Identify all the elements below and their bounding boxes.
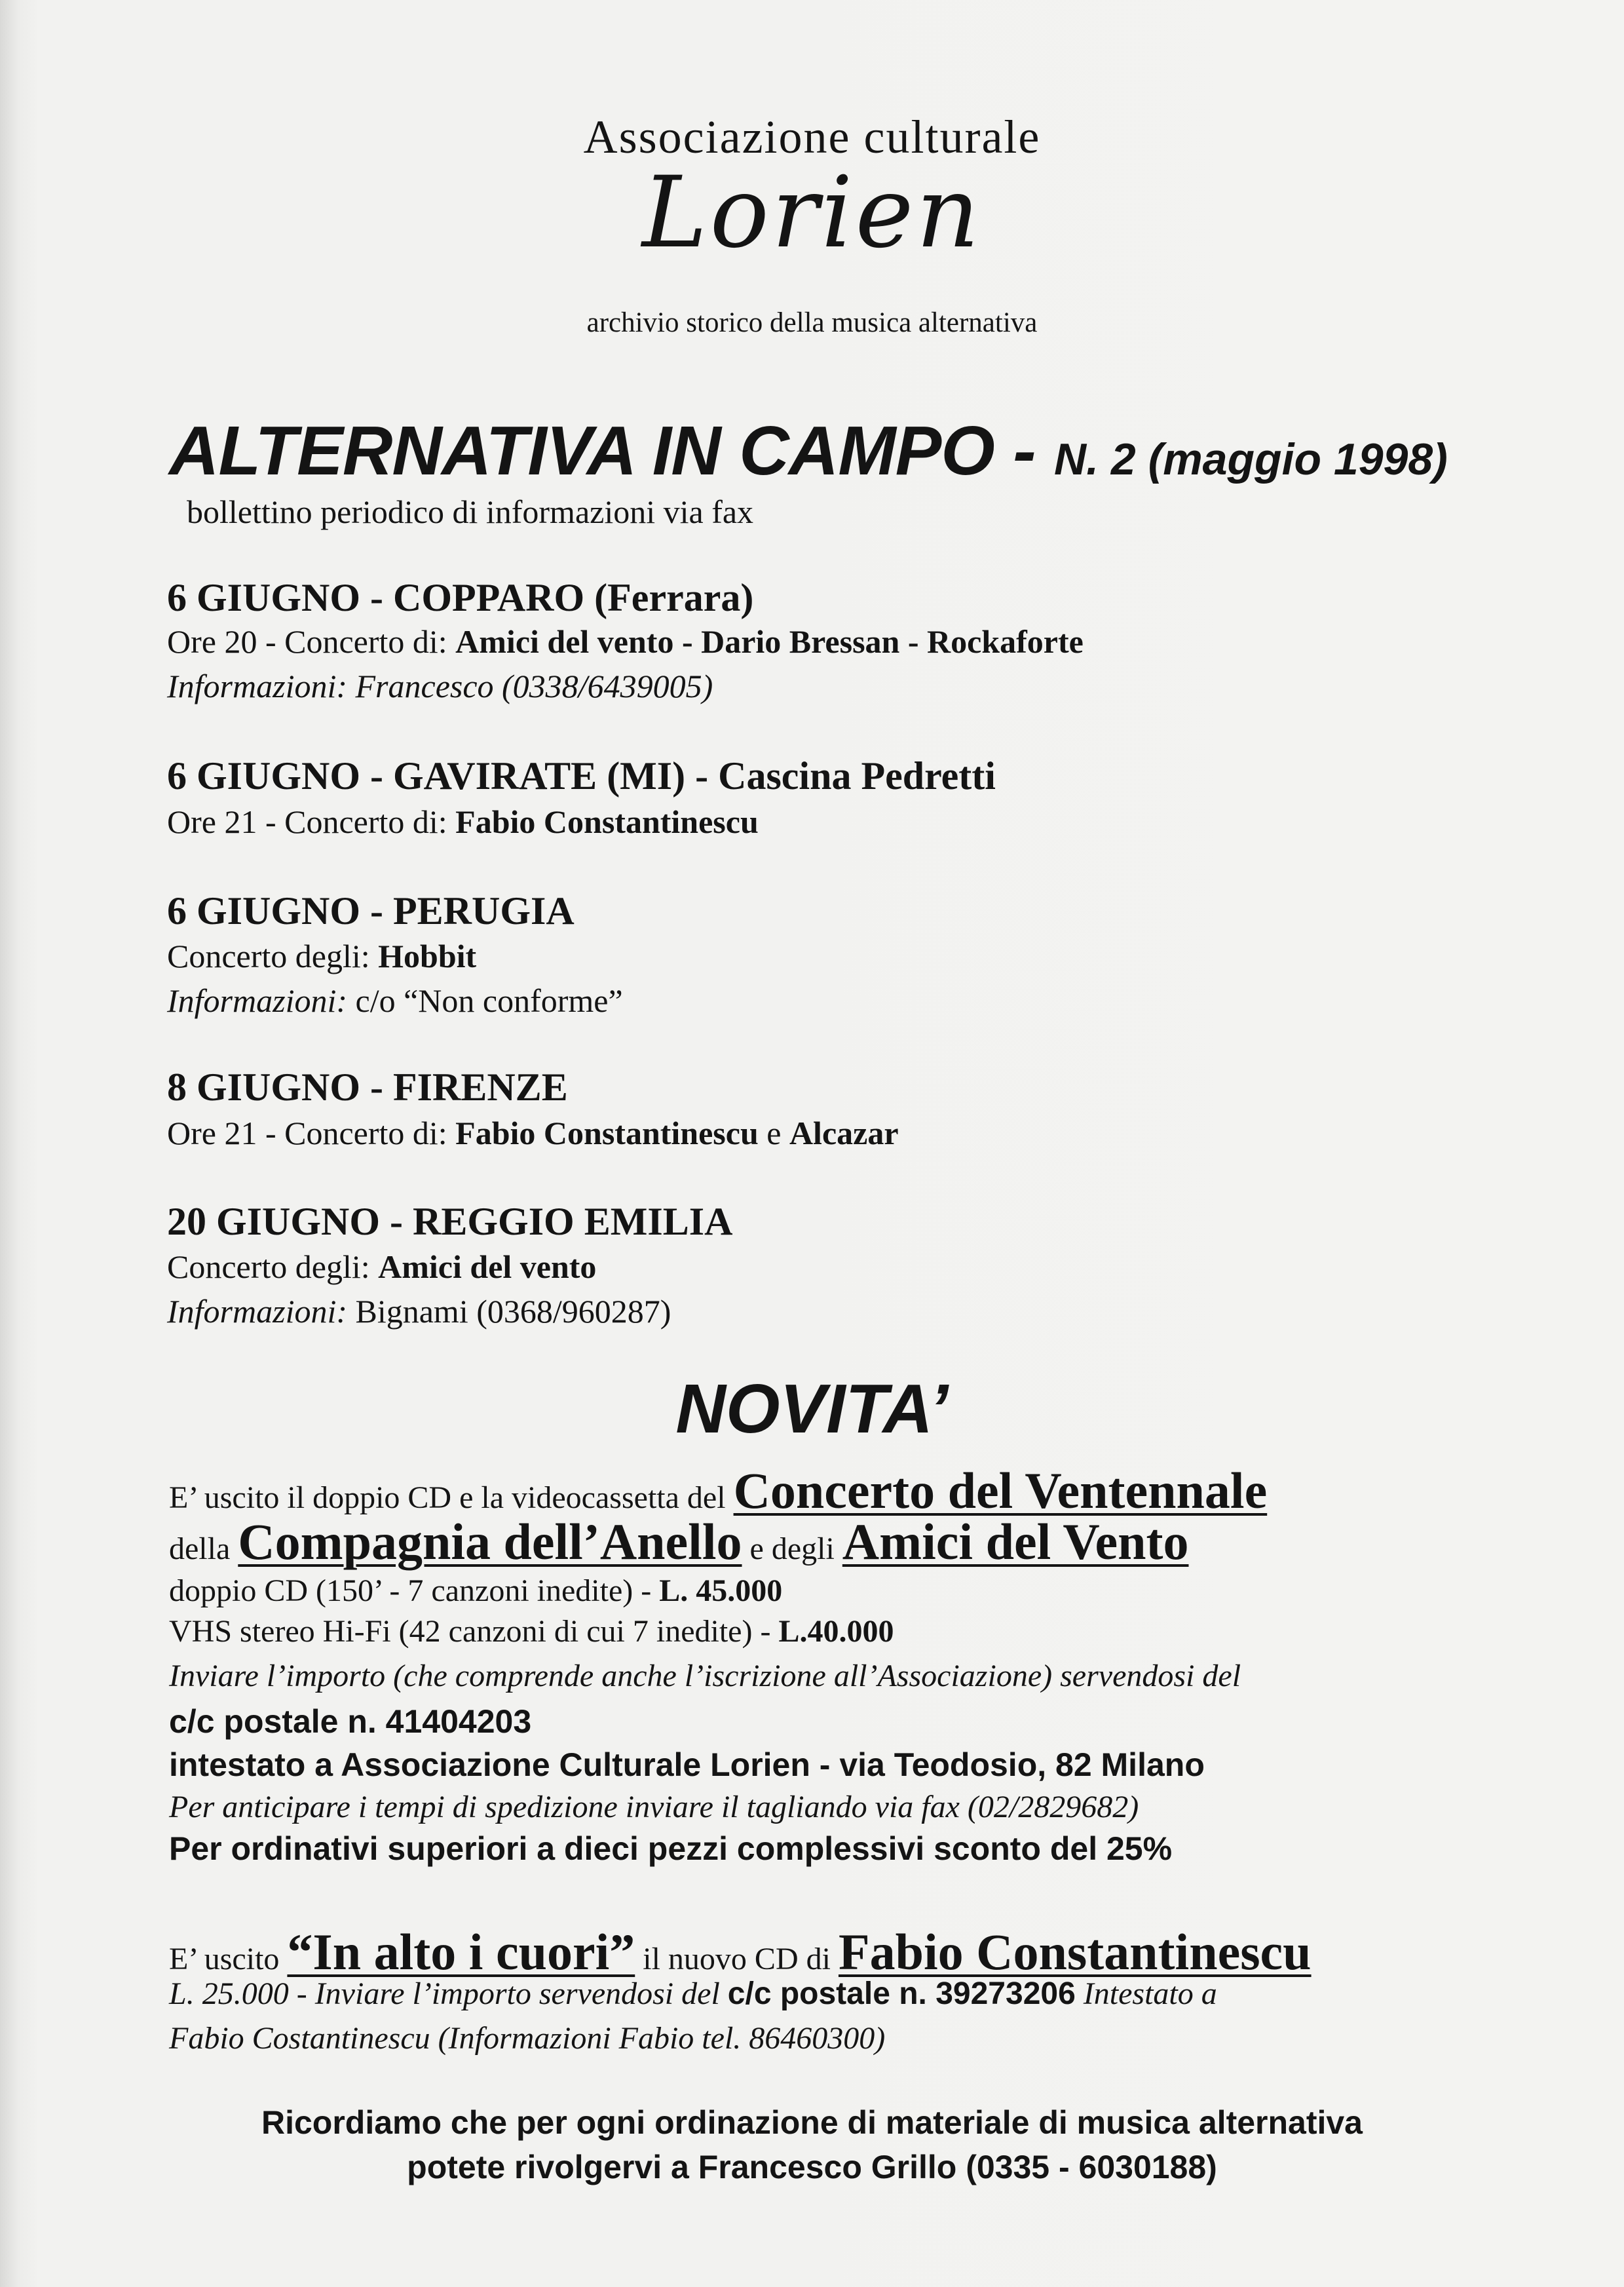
new-cd-line bbox=[169, 1923, 1312, 1982]
vhs-description: VHS stereo Hi-Fi (42 canzoni di cui 7 inedite) - bbox=[169, 1614, 779, 1649]
artists-joiner: e degli bbox=[742, 1531, 842, 1566]
event-line bbox=[167, 1248, 596, 1286]
event-line-joiner: e bbox=[758, 1115, 789, 1151]
postal-account: c/c postale n. 41404203 bbox=[169, 1703, 532, 1740]
event-line-prefix: Concerto degli: bbox=[167, 1248, 379, 1285]
cd-description: doppio CD (150’ - 7 canzoni inedite) - bbox=[169, 1573, 660, 1608]
footer-line-1: Ricordiamo che per ogni ordinazione di materiale di musica alternativa bbox=[261, 2104, 1363, 2141]
new-cd-account: c/c postale n. 39273206 bbox=[727, 1976, 1076, 2011]
bulletin-title bbox=[169, 412, 1448, 491]
new-cd-joiner: il nuovo CD di bbox=[635, 1942, 839, 1976]
new-cd-info: Fabio Costantinescu (Informazioni Fabio tel. 86460300) bbox=[169, 2021, 886, 2056]
archive-subtitle: archivio storico della musica alternativa bbox=[586, 307, 1038, 338]
event-performers: Fabio Constantinescu bbox=[455, 1115, 759, 1151]
event-line bbox=[167, 1114, 899, 1152]
event-heading: 6 GIUGNO - COPPARO (Ferrara) bbox=[167, 576, 754, 619]
new-cd-title: “In alto i cuori” bbox=[287, 1923, 635, 1980]
event-line-prefix: Concerto degli: bbox=[167, 938, 379, 974]
vhs-price: L.40.000 bbox=[778, 1614, 894, 1649]
discount-note: Per ordinativi superiori a dieci pezzi complessivi sconto del 25% bbox=[169, 1830, 1173, 1867]
release-text: E’ uscito il doppio CD e la videocassetta del bbox=[169, 1480, 734, 1515]
event-line bbox=[167, 623, 1084, 661]
novita-artists-line bbox=[169, 1512, 1188, 1571]
event-performers: Hobbit bbox=[378, 938, 477, 974]
vhs-price-line bbox=[169, 1613, 894, 1649]
artist-compagnia: Compagnia dell’Anello bbox=[238, 1513, 742, 1570]
new-cd-price: L. 25.000 bbox=[169, 1976, 289, 2011]
new-cd-send: - Inviare l’importo servendosi del bbox=[288, 1976, 728, 2011]
event-line-prefix: Ore 21 - Concerto di: bbox=[167, 803, 456, 840]
cd-price: L. 45.000 bbox=[659, 1573, 783, 1608]
bulletin-subtitle: bollettino periodico di informazioni via fax bbox=[187, 493, 754, 530]
event-line-prefix: Ore 20 - Concerto di: bbox=[167, 623, 456, 660]
association-label: Associazione culturale bbox=[583, 111, 1041, 163]
cd-price-line bbox=[169, 1573, 782, 1609]
bulletin-title-text: ALTERNATIVA IN CAMPO - bbox=[169, 412, 1054, 490]
event-info bbox=[167, 982, 623, 1020]
event-info bbox=[167, 1292, 671, 1330]
novita-heading: NOVITA’ bbox=[675, 1370, 949, 1448]
payment-instructions: Inviare l’importo (che comprende anche l’iscrizione all’Associazione) servendosi del bbox=[169, 1659, 1241, 1693]
novita-release-line bbox=[169, 1461, 1267, 1520]
new-cd-artist: Fabio Constantinescu bbox=[838, 1923, 1312, 1980]
event-heading: 6 GIUGNO - PERUGIA bbox=[167, 889, 575, 932]
fax-instructions: Per anticipare i tempi di spedizione inviare il tagliando via fax (02/2829682) bbox=[169, 1790, 1139, 1824]
event-line bbox=[167, 937, 476, 975]
release-title: Concerto del Ventennale bbox=[733, 1462, 1268, 1519]
event-heading: 20 GIUGNO - REGGIO EMILIA bbox=[167, 1200, 733, 1243]
event-info-value: Bignami (0368/960287) bbox=[355, 1293, 671, 1330]
artist-amici: Amici del Vento bbox=[842, 1513, 1189, 1570]
new-cd-prefix: E’ uscito bbox=[169, 1942, 288, 1976]
account-holder: intestato a Associazione Culturale Lorien - via Teodosio, 82 Milano bbox=[169, 1746, 1205, 1783]
event-performers: Fabio Constantinescu bbox=[455, 803, 759, 840]
event-info-value: c/o “Non conforme” bbox=[355, 982, 623, 1019]
bulletin-issue: N. 2 (maggio 1998) bbox=[1053, 434, 1448, 484]
new-cd-holder: Intestato a bbox=[1075, 1976, 1217, 2011]
new-cd-payment-line bbox=[169, 1976, 1217, 2012]
event-heading: 6 GIUGNO - GAVIRATE (MI) - Cascina Pedretti bbox=[167, 754, 996, 798]
lorien-logo: Lorien bbox=[642, 156, 982, 270]
event-performers: Amici del vento bbox=[378, 1248, 597, 1285]
event-line-prefix: Ore 21 - Concerto di: bbox=[167, 1115, 456, 1151]
event-info: Informazioni: Francesco (0338/6439005) bbox=[167, 668, 713, 704]
event-performers: Amici del vento - Dario Bressan - Rockaforte bbox=[455, 623, 1084, 660]
event-info-label: Informazioni: bbox=[167, 1293, 356, 1330]
footer-line-2: potete rivolgervi a Francesco Grillo (0335 - 6030188) bbox=[407, 2149, 1217, 2185]
event-line bbox=[167, 803, 759, 841]
event-performers-2: Alcazar bbox=[789, 1115, 899, 1151]
event-heading: 8 GIUGNO - FIRENZE bbox=[167, 1066, 568, 1109]
event-info-label: Informazioni: bbox=[167, 982, 356, 1019]
artists-prefix: della bbox=[169, 1531, 238, 1566]
